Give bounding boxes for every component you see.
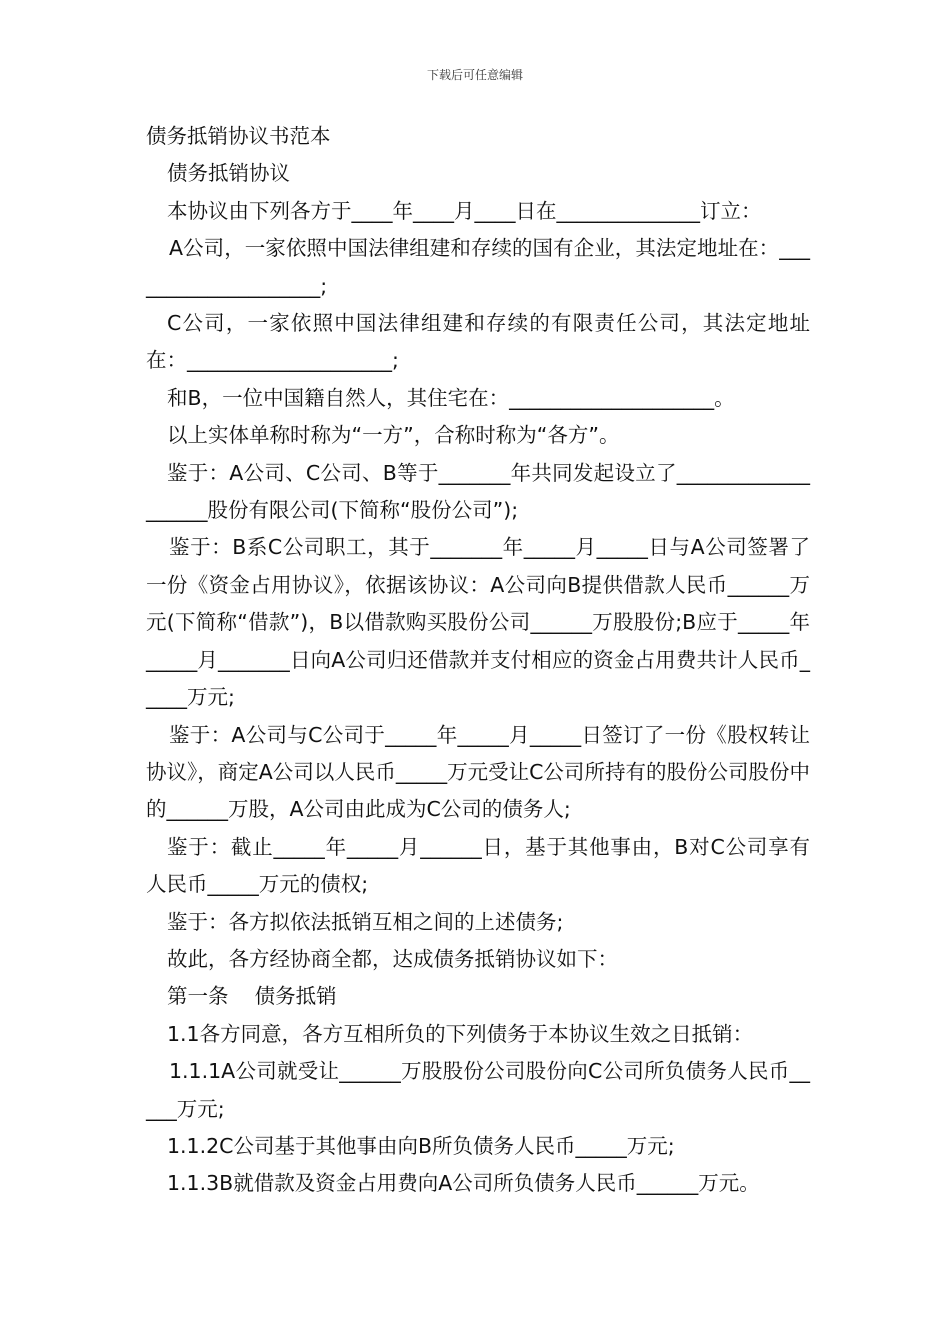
document-subtitle: 债务抵销协议 (167, 161, 290, 186)
party-c-paragraph: C公司，一家依照中国法律组建和存续的有限责任公司，其法定地址在：____________________; (146, 311, 810, 373)
whereas-paragraph: 鉴于：各方拟依法抵销互相之间的上述债务; (167, 909, 564, 934)
whereas-paragraph: 鉴于：B系C公司职工，其于_______年_____月_____日与A公司签署了一份《资金占用协议》，依据该协议：A公司向B提供借款人民币______万元(下简称“借款”)，B以借款购买股份公司______万股股份;B应于_____年_____月_______日向A公司归还借款并支付相应的资金占用费共计人民币_____万元; (146, 535, 810, 710)
party-a-paragraph: A公司，一家依照中国法律组建和存续的国有企业，其法定地址在：____________________; (146, 236, 810, 298)
clause-paragraph: 1.1各方同意，各方互相所负的下列债务于本协议生效之日抵销： (167, 1021, 754, 1046)
clause-paragraph: 1.1.3B就借款及资金占用费向A公司所负债务人民币______万元。 (167, 1171, 760, 1196)
party-b-paragraph: 和B，一位中国籍自然人，其住宅在：____________________。 (167, 385, 735, 410)
whereas-paragraph: 鉴于：A公司与C公司于_____年_____月_____日签订了一份《股权转让协议》，商定A公司以人民币_____万元受让C公司所持有的股份公司股份中的______万股，A公司由此成为C公司的债务人; (146, 722, 810, 822)
intro-paragraph: 本协议由下列各方于____年____月____日在______________订立： (167, 198, 762, 223)
header-note: 下载后可任意编辑 (426, 68, 523, 82)
whereas-paragraph: 鉴于：A公司、C公司、B等于_______年共同发起设立了___________________股份有限公司(下简称“股份公司”); (146, 460, 810, 523)
whereas-paragraph: 鉴于：截止_____年_____月______日，基于其他事由，B对C公司享有人民币_____万元的债权; (146, 834, 810, 897)
article-heading: 第一条 债务抵销 (167, 984, 337, 1009)
definition-paragraph: 以上实体单称时称为“一方”，合称时称为“各方”。 (167, 423, 620, 448)
therefore-paragraph: 故此，各方经协商全都，达成债务抵销协议如下： (167, 946, 618, 971)
document-title: 债务抵销协议书范本 (146, 124, 331, 148)
document-body (146, 118, 810, 1203)
clause-paragraph: 1.1.1A公司就受让______万股股份公司股份向C公司所负债务人民币_____万元; (146, 1059, 810, 1121)
clause-paragraph: 1.1.2C公司基于其他事由向B所负债务人民币_____万元; (167, 1133, 675, 1158)
